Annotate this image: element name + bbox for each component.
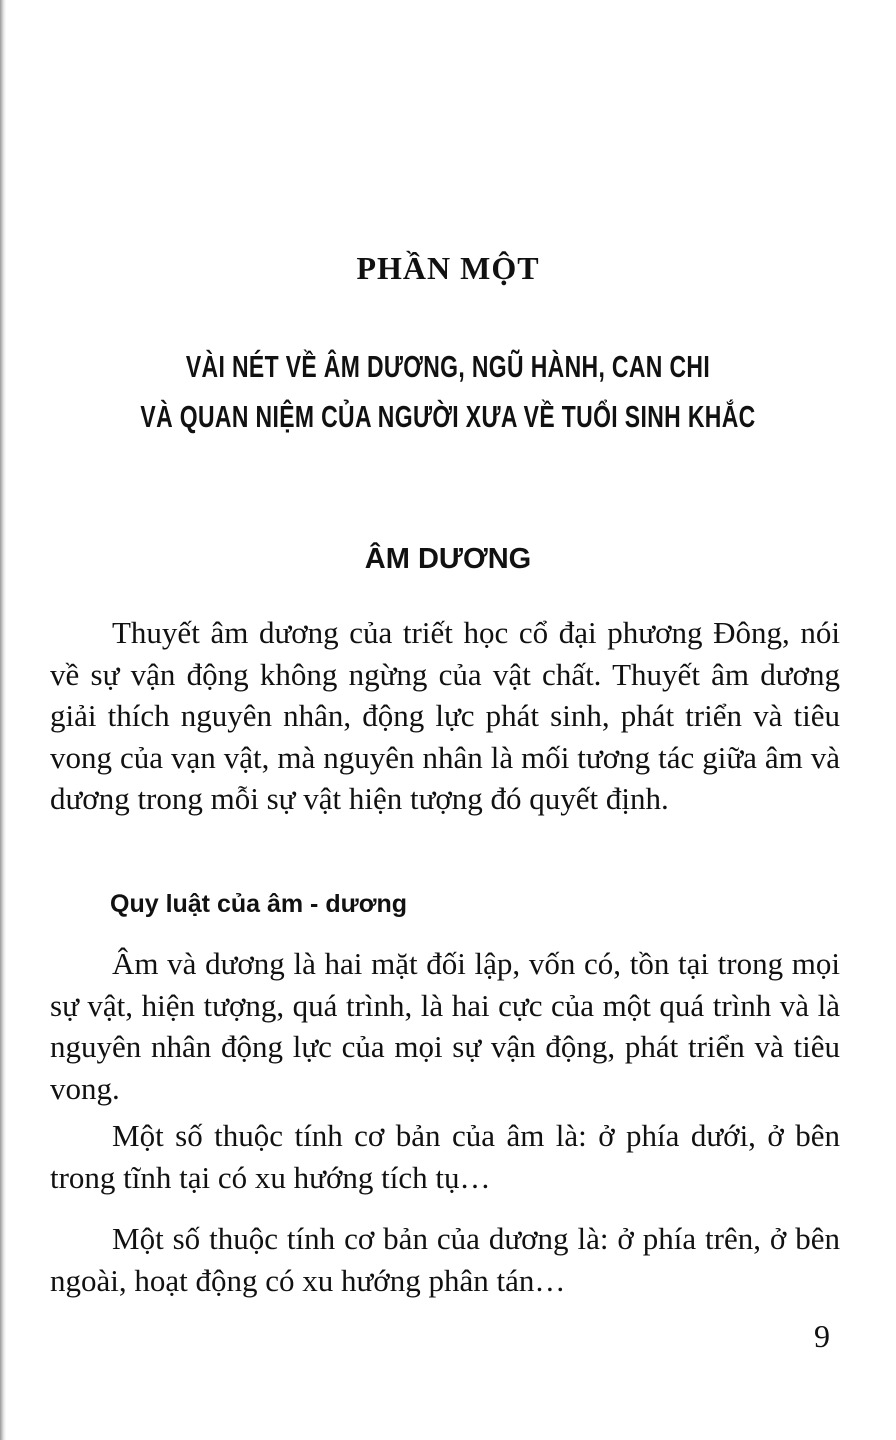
page-binding-edge bbox=[0, 0, 6, 1440]
page-number: 9 bbox=[814, 1318, 830, 1354]
paragraph-duong-attributes: Một số thuộc tính cơ bản của dương là: ở phía trên, ở bên ngoài, hoạt động có xu hướng phân tán… bbox=[50, 1221, 840, 1298]
part-heading: PHẦN MỘT bbox=[356, 250, 540, 286]
section-heading: ÂM DƯƠNG bbox=[364, 543, 532, 575]
paragraph-am-attributes: Một số thuộc tính cơ bản của âm là: ở phía dưới, ở bên trong tĩnh tại có xu hướng tích tụ… bbox=[50, 1118, 840, 1195]
paragraph-intro: Thuyết âm dương của triết học cổ đại phương Đông, nói về sự vận động không ngừng của vật chất. Thuyết âm dương giải thích nguyên nhân, động lực phát sinh, phát triển và tiêu vong của vạn vật, mà nguyên nhân là mối tương tác giữa âm và dương trong mỗi sự vật hiện tượng đó quyết định. bbox=[50, 615, 840, 816]
subheading: Quy luật của âm - dương bbox=[110, 890, 408, 918]
paragraph-law: Âm và dương là hai mặt đối lập, vốn có, tồn tại trong mọi sự vật, hiện tượng, quá trình, là hai cực của một quá trình và là nguyên nhân động lực của mọi sự vận động, phát triển và tiêu vong. bbox=[50, 946, 840, 1106]
chapter-title-line-1: VÀI NÉT VỀ ÂM DƯƠNG, NGŨ HÀNH, CAN CHI bbox=[185, 349, 711, 384]
chapter-title bbox=[116, 342, 779, 442]
chapter-title-line-2: VÀ QUAN NIỆM CỦA NGƯỜI XƯA VỀ TUỔI SINH KHẮC bbox=[140, 399, 756, 434]
